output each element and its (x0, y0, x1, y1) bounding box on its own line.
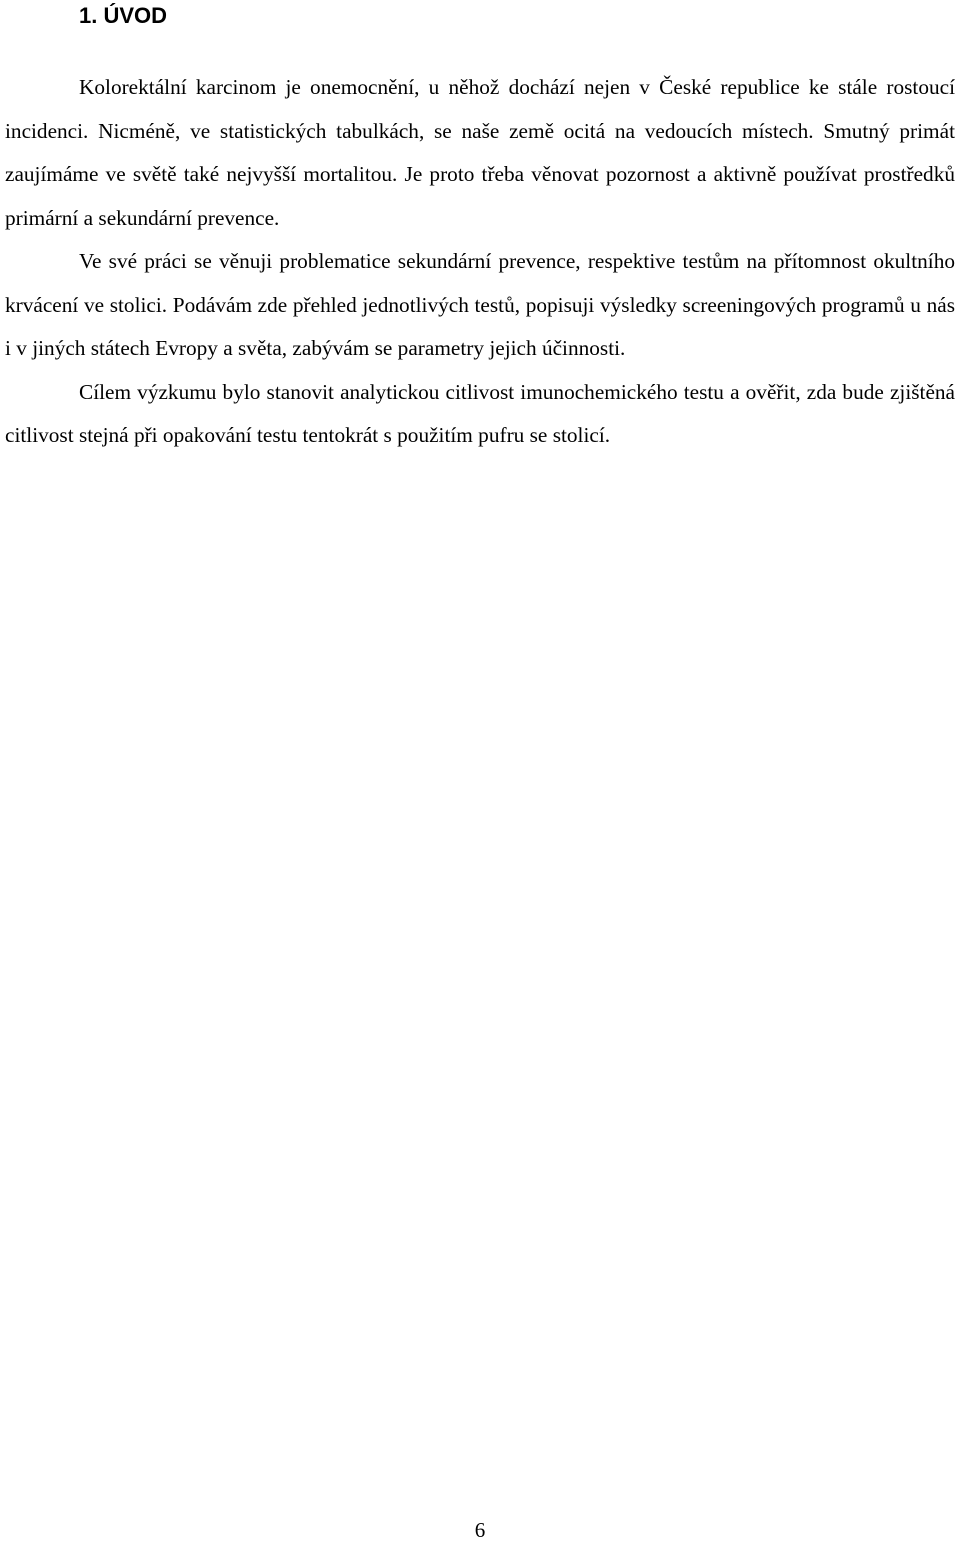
page-number: 6 (474, 1518, 486, 1542)
paragraph-research-aim: Cílem výzkumu bylo stanovit analytickou citlivost imunochemického testu a ověřit, zda bude zjištěná citlivost stejná při opakování testu tentokrát s použitím pufru se stolicí. (5, 379, 955, 447)
chapter-heading: 1. ÚVOD (79, 3, 168, 28)
body-text (5, 66, 955, 458)
paragraph-introduction: Kolorektální karcinom je onemocnění, u něhož dochází nejen v České republice ke stále rostoucí incidenci. Nicméně, ve statistických tabulkách, se naše země ocitá na vedoucích místech. Smutný primát zaujímáme ve světě také nejvyšší mortalitou. Je proto třeba věnovat pozornost a aktivně používat prostředků primární a sekundární prevence. (5, 75, 955, 230)
paragraph-thesis-scope: Ve své práci se věnuji problematice sekundární prevence, respektive testům na přítomnost okultního krvácení ve stolici. Podávám zde přehled jednotlivých testů, popisuji výsledky screeningových programů u nás i v jiných státech Evropy a světa, zabývám se parametry jejich účinnosti. (5, 249, 955, 360)
